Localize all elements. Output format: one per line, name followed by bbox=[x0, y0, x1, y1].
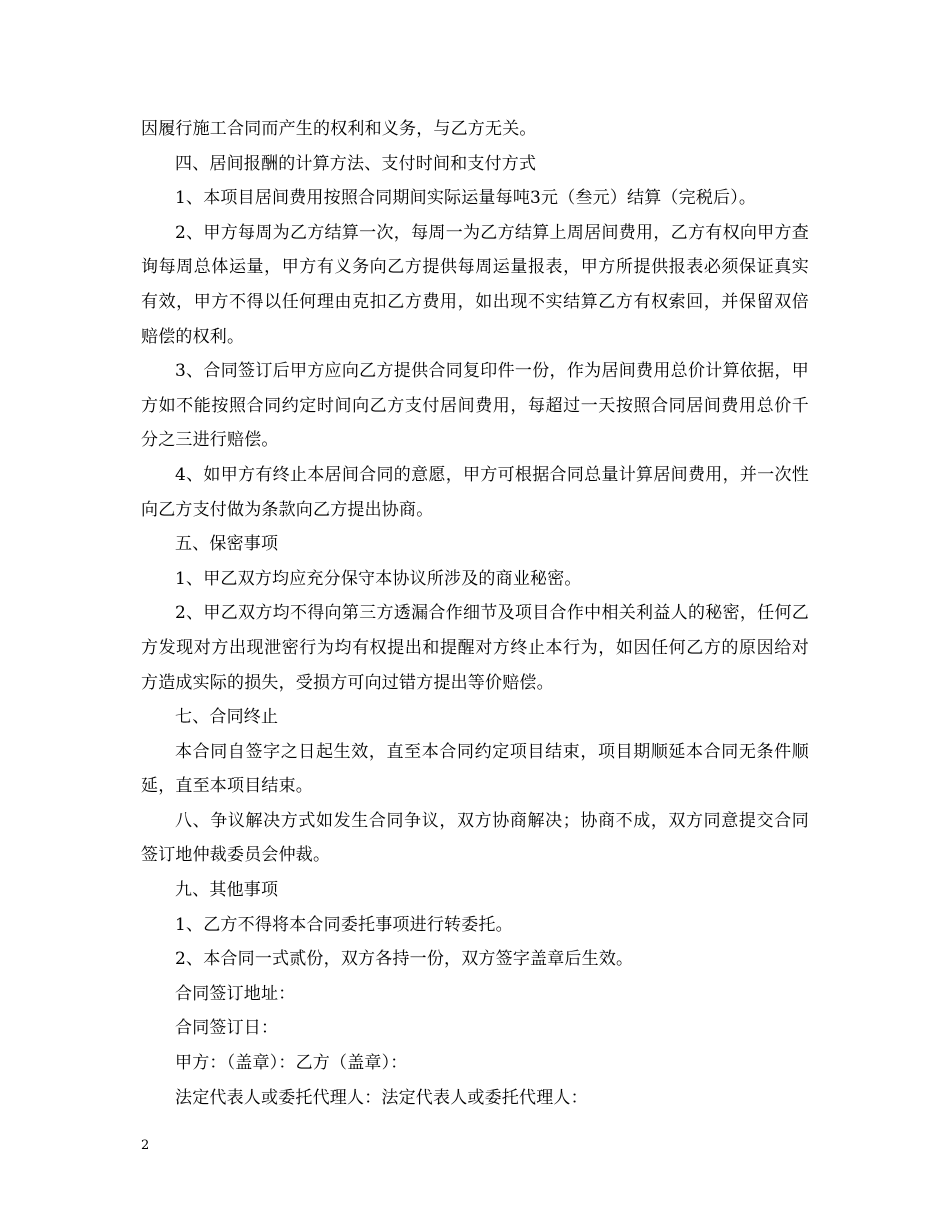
signing-address-label: 合同签订地址： bbox=[175, 983, 296, 1004]
signing-date-label: 合同签订日： bbox=[175, 1018, 279, 1039]
document-body bbox=[141, 112, 809, 1115]
clause-4-1: 1、本项目居间费用按照合同期间实际运量每吨3元（叁元）结算（完税后）。 bbox=[175, 188, 757, 209]
section-heading-4: 四、居间报酬的计算方法、支付时间和支付方式 bbox=[175, 153, 537, 174]
section-heading-7: 七、合同终止 bbox=[175, 707, 279, 728]
clause-9-2: 2、本合同一式贰份，双方各持一份，双方签字盖章后生效。 bbox=[175, 949, 634, 970]
clause-9-1: 1、乙方不得将本合同委托事项进行转委托。 bbox=[175, 914, 513, 935]
section-heading-5: 五、保密事项 bbox=[175, 534, 279, 555]
section-heading-9: 九、其他事项 bbox=[175, 880, 279, 901]
clause-4-4: 4、如甲方有终止本居间合同的意愿，甲方可根据合同总量计算居间费用，并一次性向乙方支付做为条款向乙方提出协商。 bbox=[141, 464, 809, 520]
page-number: 2 bbox=[141, 1138, 150, 1153]
clause-5-2: 2、甲乙双方均不得向第三方透漏合作细节及项目合作中相关利益人的秘密，任何乙方发现对方出现泄密行为均有权提出和提醒对方终止本行为，如因任何乙方的原因给对方造成实际的损失，受损方可向过错方提出等价赔偿。 bbox=[141, 603, 809, 693]
clause-5-1: 1、甲乙双方均应充分保守本协议所涉及的商业秘密。 bbox=[175, 568, 582, 589]
paragraph-continuation: 因履行施工合同而产生的权利和义务，与乙方无关。 bbox=[141, 119, 537, 139]
party-seal-line: 甲方：（盖章）：乙方（盖章）： bbox=[175, 1053, 408, 1074]
clause-7-text: 本合同自签字之日起生效，直至本合同约定项目结束，项目期顺延本合同无条件顺延，直至本项目结束。 bbox=[141, 741, 809, 797]
clause-4-2: 2、甲方每周为乙方结算一次，每周一为乙方结算上周居间费用，乙方有权向甲方查询每周总体运量，甲方有义务向乙方提供每周运量报表，甲方所提供报表必须保证真实有效，甲方不得以任何理由克扣乙方费用，如出现不实结算乙方有权索回，并保留双倍赔偿的权利。 bbox=[141, 222, 809, 347]
section-8-text: 八、争议解决方式如发生合同争议，双方协商解决；协商不成，双方同意提交合同签订地仲裁委员会仲裁。 bbox=[141, 810, 809, 866]
representative-line: 法定代表人或委托代理人：法定代表人或委托代理人： bbox=[175, 1087, 588, 1108]
clause-4-3: 3、合同签订后甲方应向乙方提供合同复印件一份，作为居间费用总价计算依据，甲方如不能按照合同约定时间向乙方支付居间费用，每超过一天按照合同居间费用总价千分之三进行赔偿。 bbox=[141, 361, 809, 451]
